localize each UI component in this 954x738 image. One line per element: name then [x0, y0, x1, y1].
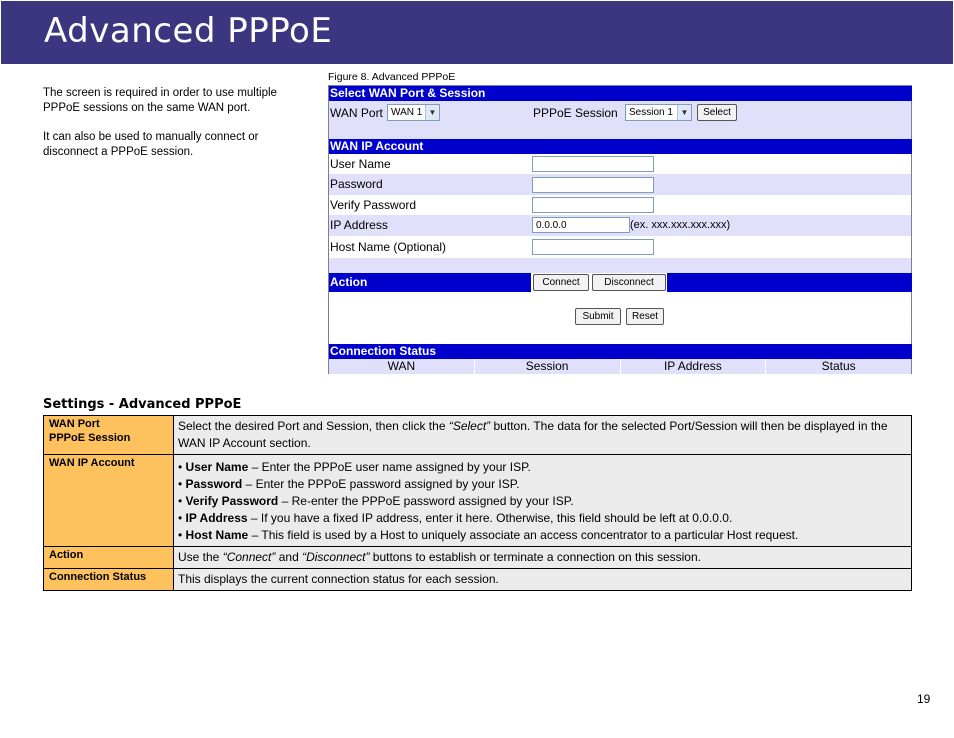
- list-item: • Password – Enter the PPPoE password assigned by your ISP.: [178, 477, 520, 491]
- column-header-status: Status: [766, 359, 911, 374]
- setting-description: This displays the current connection status for each session.: [174, 569, 912, 591]
- setting-key-line: PPPoE Session: [49, 432, 131, 444]
- page-title: Advanced PPPoE: [44, 11, 333, 51]
- setting-description: Select the desired Port and Session, then click the “Select” button. The data for the selected Port/Session will then be displayed in the WAN IP Account section.: [174, 416, 912, 455]
- list-item: • Verify Password – Re-enter the PPPoE password assigned by your ISP.: [178, 494, 574, 508]
- verify-password-label: Verify Password: [330, 198, 417, 212]
- wan-port-select[interactable]: [387, 104, 440, 121]
- column-header-wan: WAN: [329, 359, 475, 374]
- list-item: • User Name – Enter the PPPoE user name assigned by your ISP.: [178, 460, 531, 474]
- column-header-session: Session: [475, 359, 621, 374]
- select-button[interactable]: Select: [697, 104, 737, 121]
- user-name-input[interactable]: [532, 156, 654, 172]
- host-name-label: Host Name (Optional): [330, 240, 447, 254]
- setting-key: Connection Status: [44, 569, 174, 591]
- password-label: Password: [330, 177, 383, 191]
- password-input[interactable]: [532, 177, 654, 193]
- list-item: • IP Address – If you have a fixed IP address, enter it here. Otherwise, this field should be left at 0.0.0.0.: [178, 511, 733, 525]
- chevron-down-icon: ▼: [677, 105, 691, 120]
- action-section-heading: Action: [330, 275, 368, 289]
- submit-button[interactable]: Submit: [575, 308, 621, 325]
- session-label: PPPoE Session: [533, 106, 618, 120]
- setting-key: Action: [44, 547, 174, 569]
- intro-paragraph-2: It can also be used to manually connect or disconnect a PPPoE session.: [43, 131, 259, 158]
- ip-address-input[interactable]: 0.0.0.0: [532, 217, 630, 233]
- select-row: [329, 101, 911, 124]
- session-value: Session 1: [629, 107, 673, 118]
- page-header: [1, 1, 953, 64]
- table-row: [44, 569, 912, 591]
- chevron-down-icon: ▼: [425, 105, 439, 120]
- figure-caption: Figure 8. Advanced PPPoE: [328, 71, 456, 83]
- column-header-ip-address: IP Address: [621, 359, 767, 374]
- setting-key: WAN IP Account: [44, 455, 174, 547]
- table-row: [44, 547, 912, 569]
- intro-paragraph-1: The screen is required in order to use multiple PPPoE sessions on the same WAN port.: [43, 87, 277, 114]
- account-section-heading: WAN IP Account: [329, 139, 912, 154]
- settings-title: Settings - Advanced PPPoE: [43, 397, 242, 412]
- session-select[interactable]: [625, 104, 692, 121]
- verify-password-input[interactable]: [532, 197, 654, 213]
- ip-address-label: IP Address: [330, 218, 388, 232]
- table-row: [44, 455, 912, 547]
- status-columns: [329, 359, 911, 374]
- intro-text: [43, 86, 303, 174]
- disconnect-button[interactable]: Disconnect: [592, 274, 666, 291]
- user-name-label: User Name: [330, 157, 391, 171]
- settings-table: [43, 415, 912, 591]
- select-section-heading: Select WAN Port & Session: [329, 86, 912, 101]
- host-name-input[interactable]: [532, 239, 654, 255]
- page-number: 19: [917, 692, 931, 706]
- wan-port-value: WAN 1: [391, 107, 423, 118]
- setting-description: Use the “Connect” and “Disconnect” buttons to establish or terminate a connection on this session.: [174, 547, 912, 569]
- router-screenshot: [328, 85, 912, 374]
- ip-address-hint: (ex. xxx.xxx.xxx.xxx): [630, 219, 731, 231]
- setting-key-line: WAN Port: [49, 418, 100, 430]
- status-section-heading: Connection Status: [329, 344, 912, 359]
- setting-key: [44, 416, 174, 455]
- setting-description: [174, 455, 912, 547]
- reset-button[interactable]: Reset: [626, 308, 664, 325]
- list-item: • Host Name – This field is used by a Host to uniquely associate an access concentrator to a particular Host request.: [178, 528, 799, 542]
- wan-port-label: WAN Port: [330, 106, 383, 120]
- table-row: [44, 416, 912, 455]
- connect-button[interactable]: Connect: [533, 274, 589, 291]
